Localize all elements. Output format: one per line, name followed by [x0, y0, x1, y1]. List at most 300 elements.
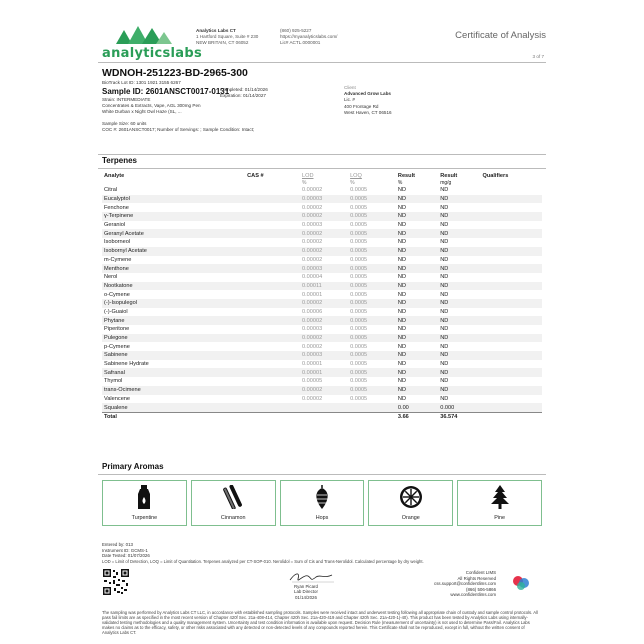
cas-cell — [245, 368, 300, 377]
loq-cell: 0.0005 — [350, 291, 368, 298]
analyte-cell: Isobornyl Acetate — [102, 247, 245, 256]
col-loq: LOQ — [350, 173, 362, 179]
result-mgg-cell: ND — [438, 316, 480, 325]
completed-date: Completed: 01/14/2026 — [220, 87, 268, 92]
result-pct-cell: ND — [397, 361, 406, 368]
result-pct-cell: ND — [397, 239, 406, 246]
qualifier-cell — [481, 282, 543, 291]
aroma-label: Orange — [401, 515, 420, 521]
result-mgg-cell: ND — [440, 343, 449, 350]
unit-cell: % — [397, 180, 403, 186]
result-mgg-cell: ND — [440, 256, 449, 263]
lims-info — [434, 570, 496, 598]
aroma-card-orange — [368, 480, 453, 526]
table-row — [102, 247, 542, 256]
loq-cell: 0.0005 — [350, 204, 368, 211]
col-analyte: Analyte — [104, 173, 125, 179]
aromas-row — [102, 480, 542, 526]
lab-address-2: NEW BRITAIN, CT 06052 — [196, 40, 249, 46]
lims-phone: (866) 506-5866 — [466, 586, 497, 592]
loq-cell: 0.0005 — [348, 368, 396, 377]
loq-cell: 0.0005 — [350, 395, 368, 402]
result-pct-cell: ND — [396, 247, 438, 256]
result-pct-cell: ND — [397, 378, 406, 385]
result-mgg-cell: ND — [438, 212, 480, 221]
analyte-cell: o-Cymene — [104, 291, 130, 298]
result-mgg-cell: ND — [438, 299, 480, 308]
table-row — [102, 386, 542, 395]
result-pct-cell: ND — [396, 368, 438, 377]
lod-legend: LOD = Limit of Detection, LOQ = Limit of Quantitation. Terpenes analyzed per CT-SOP-010. Nerolidol = Sum of Cis and Trans-Nerolidol. Calculated percentage by dry weight. — [102, 559, 424, 564]
lims-email[interactable]: css.support@confidentlims.com — [434, 581, 497, 587]
qualifier-cell — [481, 273, 543, 282]
col-result-pct: Result — [397, 173, 416, 179]
analyte-cell: Menthone — [102, 264, 245, 273]
cas-cell — [245, 351, 300, 360]
cas-cell — [245, 325, 300, 334]
logo-mountain-icon — [116, 26, 176, 44]
terpenes-divider — [98, 168, 546, 169]
analyte-cell: Safranal — [102, 368, 245, 377]
cas-cell — [245, 308, 300, 317]
lod-cell: 0.00002 — [300, 247, 348, 256]
aromas-title: Primary Aromas — [102, 462, 164, 471]
result-pct-cell: ND — [397, 256, 406, 263]
sample-size: Sample Size: 60 units — [102, 121, 147, 126]
lod-cell — [300, 403, 348, 412]
sample-id: Sample ID: 2601ANSCT0017-0131 — [102, 87, 230, 96]
client-label: Client — [344, 85, 356, 90]
loq-cell: 0.0005 — [350, 222, 368, 229]
lod-cell: 0.00003 — [300, 264, 348, 273]
lod-cell: 0.00002 — [301, 256, 323, 263]
logo-text: analyticslabs — [102, 46, 203, 61]
cas-cell — [245, 186, 300, 195]
qualifier-cell — [481, 403, 543, 412]
loq-cell — [348, 412, 396, 421]
hops-icon — [313, 485, 331, 509]
col-cas: CAS # — [247, 173, 264, 179]
lab-address-1: 1 Hartford Square, Suite # 230 — [196, 34, 259, 40]
table-row — [102, 256, 542, 265]
cas-cell — [245, 334, 300, 343]
result-pct-cell: ND — [396, 229, 438, 238]
sample-details — [102, 97, 254, 133]
col-result-mgg: Result — [440, 173, 458, 179]
result-mgg-cell: ND — [438, 264, 480, 273]
unit-cell: % — [301, 180, 307, 186]
loq-cell: 0.0005 — [348, 386, 396, 395]
result-pct-cell: ND — [397, 343, 406, 350]
cas-cell — [245, 203, 300, 212]
qualifier-cell — [481, 377, 543, 386]
lod-cell: 0.00003 — [300, 195, 348, 204]
analyte-cell: Valencene — [104, 395, 131, 402]
result-pct-cell: ND — [397, 308, 406, 315]
cas-cell — [245, 290, 300, 299]
lod-cell: 0.00001 — [301, 361, 323, 368]
result-mgg-cell: 0.000 — [438, 403, 480, 412]
analyte-cell: (-)-Guaiol — [104, 308, 128, 315]
qualifier-cell — [481, 308, 543, 317]
qualifier-cell — [481, 334, 543, 343]
result-pct-cell: ND — [397, 326, 406, 333]
table-row — [102, 368, 542, 377]
cas-cell — [245, 195, 300, 204]
result-pct-cell: ND — [396, 299, 438, 308]
result-mgg-cell: ND — [440, 274, 449, 281]
table-row — [102, 395, 542, 404]
col-lod: LOD — [301, 173, 314, 179]
result-mgg-cell: ND — [438, 351, 480, 360]
coa-page — [98, 22, 546, 636]
cas-cell — [245, 264, 300, 273]
result-pct-cell: ND — [396, 264, 438, 273]
qualifier-cell — [481, 386, 543, 395]
result-mgg-cell: ND — [440, 187, 449, 194]
turpentine-icon — [137, 485, 151, 509]
analyte-cell: (-)-Isopulegol — [102, 299, 245, 308]
table-row — [102, 360, 542, 369]
terpenes-title: Terpenes — [102, 156, 137, 165]
loq-cell: 0.0005 — [348, 229, 396, 238]
analyte-cell: Citral — [104, 187, 118, 194]
lod-cell: 0.00002 — [301, 395, 323, 402]
result-mgg-cell: ND — [440, 361, 449, 368]
qualifier-cell — [481, 186, 543, 195]
result-pct-cell: ND — [396, 316, 438, 325]
loq-cell: 0.0005 — [350, 361, 368, 368]
qualifier-cell — [481, 212, 543, 221]
lod-cell: 0.00003 — [300, 351, 348, 360]
cas-cell — [245, 316, 300, 325]
analyte-cell: Geraniol — [104, 222, 126, 229]
lab-license: Lic# ACTL.0000001 — [280, 40, 321, 46]
result-pct-cell: 0.00 — [396, 403, 438, 412]
analyte-cell: Sabinene Hydrate — [104, 361, 149, 368]
lod-cell: 0.00002 — [300, 229, 348, 238]
lod-cell: 0.00001 — [300, 368, 348, 377]
result-pct-cell: ND — [396, 334, 438, 343]
header-divider — [98, 62, 546, 63]
cas-cell — [245, 221, 300, 230]
cas-cell — [245, 273, 300, 282]
loq-cell — [348, 403, 396, 412]
total-pct: 3.66 — [396, 412, 438, 421]
loq-cell: 0.0005 — [350, 378, 368, 385]
date-tested: Date Tested: 01/07/2026 — [102, 553, 150, 559]
cas-cell — [245, 386, 300, 395]
batch-id: WDNOH-251223-BD-2965-300 — [102, 67, 248, 79]
lod-cell: 0.00002 — [300, 386, 348, 395]
loq-cell: 0.0005 — [348, 195, 396, 204]
result-pct-cell: ND — [396, 212, 438, 221]
qualifier-cell — [481, 256, 543, 265]
col-qualifiers: Qualifiers — [482, 173, 509, 179]
aroma-card-pine — [457, 480, 542, 526]
aroma-card-turpentine — [102, 480, 187, 526]
coc-info: COC #: 2601ANSCT0017; Number of Servings: ; Sample Condition: Intact; — [102, 127, 255, 132]
lod-cell: 0.00002 — [301, 187, 323, 194]
lims-name: Confident LIMS — [465, 570, 497, 575]
result-mgg-cell: ND — [438, 195, 480, 204]
lod-cell: 0.00003 — [301, 222, 323, 229]
result-mgg-cell: ND — [440, 378, 449, 385]
table-row — [102, 377, 542, 386]
lod-cell: 0.00001 — [301, 291, 323, 298]
total-row — [102, 412, 542, 421]
lod-cell: 0.00002 — [301, 343, 323, 350]
unit-cell: % — [350, 180, 355, 186]
cas-cell — [245, 412, 300, 421]
table-row — [102, 264, 542, 273]
lab-info — [196, 28, 258, 47]
loq-cell: 0.0005 — [348, 334, 396, 343]
lod-cell: 0.00002 — [301, 204, 323, 211]
client-address-2: West Haven, CT 06516 — [344, 109, 392, 115]
client-license: Lic. # — [344, 97, 355, 103]
result-mgg-cell: ND — [438, 334, 480, 343]
lims-website[interactable]: www.confidentlims.com — [450, 592, 497, 598]
analyte-cell: Sabinene — [102, 351, 245, 360]
table-row — [102, 325, 542, 334]
analyte-cell: Eucalyptol — [102, 195, 245, 204]
lod-cell: 0.00004 — [301, 274, 323, 281]
aroma-label: Pine — [494, 515, 505, 521]
table-row — [102, 212, 542, 221]
analyte-cell: Geranyl Acetate — [102, 229, 245, 238]
qualifier-cell — [481, 360, 543, 369]
table-row — [102, 342, 542, 351]
strain: Strain: INTERMEDIATE — [102, 97, 151, 102]
result-pct-cell: ND — [396, 351, 438, 360]
result-pct-cell: ND — [397, 204, 406, 211]
cas-cell — [245, 247, 300, 256]
pine-icon — [490, 485, 510, 509]
result-mgg-cell: ND — [440, 395, 449, 402]
table-row — [102, 282, 542, 291]
result-mgg-cell: ND — [440, 308, 449, 315]
result-mgg-cell: ND — [438, 247, 480, 256]
table-row — [102, 334, 542, 343]
qualifier-cell — [481, 325, 543, 334]
table-row — [102, 403, 542, 412]
loq-cell: 0.0005 — [350, 239, 368, 246]
sample-divider — [98, 154, 546, 155]
result-pct-cell: ND — [397, 291, 406, 298]
cas-cell — [245, 299, 300, 308]
loq-cell: 0.0005 — [348, 351, 396, 360]
lod-cell: 0.00002 — [300, 299, 348, 308]
lod-cell: 0.00011 — [300, 282, 348, 291]
qualifier-cell — [481, 290, 543, 299]
cas-cell — [245, 360, 300, 369]
table-row — [102, 229, 542, 238]
legal-disclaimer: The sampling was performed by Analytics Labs CT LLC, in accordance with established sampling protocols. Samples were received intact and underwent testing following all appropriate chain of custody and sample control protocols. All pass fail limits are as specified in the most recent version of Chapter 420f Sec. 21a-408-414, Chapter 420h Sec. 21a-420-419 and Chapter 420h Sec. 21a-420-1(-40). This product has been tested by Analytics Labs using internally-validated testing methodologies and a quality management system. Uncertainty and test condition information is available upon request. Decision Rule (measurement of uncertainty) is not used to determine Pass/Fail. Analytics Labs makes no claims as to the efficacy, safety, or other risks associated with any detected or non-detected levels of any compounds reported herein. This Certificate shall not be reproduced, except in full, without the written consent of Analytics Labs CT. — [102, 610, 538, 636]
confident-lims-logo-icon — [510, 574, 536, 594]
loq-cell: 0.0005 — [348, 316, 396, 325]
analyte-cell: p-Cymene — [104, 343, 130, 350]
table-row — [102, 308, 542, 317]
aroma-card-hops — [280, 480, 365, 526]
loq-cell: 0.0005 — [350, 256, 368, 263]
result-pct-cell: ND — [397, 187, 406, 194]
expiration-date: Expiration: 01/14/2027 — [220, 93, 266, 99]
signer-date: 01/14/2026 — [294, 594, 317, 600]
qr-code-icon[interactable] — [102, 568, 130, 596]
table-row — [102, 221, 542, 230]
table-row — [102, 273, 542, 282]
loq-cell: 0.0005 — [350, 326, 368, 333]
table-row — [102, 316, 542, 325]
table-row — [102, 290, 542, 299]
result-mgg-cell: ND — [440, 222, 449, 229]
loq-cell: 0.0005 — [350, 343, 368, 350]
loq-cell: 0.0005 — [348, 299, 396, 308]
lod-cell: 0.00002 — [300, 212, 348, 221]
qualifier-cell — [481, 264, 543, 273]
test-info — [102, 542, 150, 559]
unit-cell: mg/g — [440, 180, 452, 186]
qualifier-cell — [481, 247, 543, 256]
lims-rights: All Rights Reserved — [457, 575, 497, 581]
analyte-cell: γ-Terpinene — [102, 212, 245, 221]
aroma-label: Hops — [315, 515, 329, 521]
qualifier-cell — [481, 342, 543, 351]
product-name: White Durban x Night Owl Haze (SL, ... — [102, 109, 182, 114]
result-pct-cell: ND — [396, 282, 438, 291]
result-pct-cell: ND — [397, 395, 406, 402]
table-row — [102, 203, 542, 212]
qualifier-cell — [481, 203, 543, 212]
analyte-cell: Isoborneol — [104, 239, 131, 246]
cas-cell — [245, 395, 300, 404]
analyte-cell: Piperitone — [104, 326, 130, 333]
result-mgg-cell: ND — [438, 386, 480, 395]
qualifier-cell — [481, 395, 543, 404]
result-pct-cell: ND — [397, 222, 406, 229]
aroma-card-cinnamon — [191, 480, 276, 526]
aromas-divider — [98, 474, 546, 475]
instrument-id: Instrument ID: GCMS-1 — [102, 547, 148, 553]
loq-cell: 0.0005 — [350, 308, 368, 315]
analyte-cell: Fenchone — [104, 204, 129, 211]
result-mgg-cell: ND — [438, 282, 480, 291]
table-row — [102, 351, 542, 360]
total-label: Total — [102, 412, 245, 421]
product-type: Concentrates & Extracts, Vape, AGL 300mg Pen — [102, 103, 201, 108]
table-row — [102, 186, 542, 195]
loq-cell: 0.0005 — [348, 247, 396, 256]
cas-cell — [245, 229, 300, 238]
lod-cell: 0.00002 — [301, 239, 323, 246]
total-mgg: 36.574 — [438, 412, 480, 421]
result-pct-cell: ND — [396, 195, 438, 204]
loq-cell: 0.0005 — [348, 282, 396, 291]
terpenes-table — [102, 172, 542, 422]
orange-icon — [399, 485, 423, 509]
page-number: 3 of 7 — [532, 54, 544, 59]
lod-cell: 0.00005 — [301, 378, 323, 385]
lab-phone: (860) 925-5227 — [280, 28, 312, 33]
entered-by: Entered by: 013 — [102, 542, 134, 547]
client-block — [344, 85, 392, 116]
biotrack-id: BioTrack Lot ID: 1301 1921 3155 6267 — [102, 80, 181, 85]
signer-title: Lab Director — [294, 589, 318, 595]
qualifier-cell — [481, 229, 543, 238]
loq-cell: 0.0005 — [350, 187, 368, 194]
result-pct-cell: ND — [396, 386, 438, 395]
cinnamon-icon — [222, 485, 244, 509]
qualifier-cell — [481, 221, 543, 230]
lab-name: Analytics Labs CT — [196, 28, 236, 33]
analyte-cell: Nerol — [104, 274, 118, 281]
qualifier-cell — [481, 299, 543, 308]
analyte-cell: Pulegone — [102, 334, 245, 343]
signer-name: Ryan Picard — [294, 584, 318, 589]
qualifier-cell — [481, 412, 543, 421]
cas-cell — [245, 377, 300, 386]
result-mgg-cell: ND — [440, 326, 449, 333]
signer-block — [294, 584, 318, 600]
analyte-cell: Nootkatone — [102, 282, 245, 291]
lod-cell: 0.00002 — [300, 334, 348, 343]
signature-icon — [288, 570, 336, 584]
result-mgg-cell: ND — [438, 229, 480, 238]
lod-cell: 0.00003 — [301, 326, 323, 333]
document-title: Certificate of Analysis — [455, 30, 546, 41]
lod-cell: 0.00002 — [300, 316, 348, 325]
loq-cell: 0.0005 — [350, 274, 368, 281]
analyte-cell: m-Cymene — [104, 256, 132, 263]
aroma-label: Turpentine — [131, 515, 158, 521]
result-mgg-cell: ND — [438, 368, 480, 377]
cas-cell — [245, 282, 300, 291]
lod-cell — [300, 412, 348, 421]
lod-cell: 0.00006 — [301, 308, 323, 315]
analyte-cell: trans-Ocimene — [102, 386, 245, 395]
lab-website[interactable]: https://myanalyticslabs.com/ — [280, 34, 338, 40]
result-mgg-cell: ND — [440, 291, 449, 298]
result-pct-cell: ND — [397, 274, 406, 281]
qualifier-cell — [481, 238, 543, 247]
client-name: Advanced Grow Labs — [344, 91, 391, 97]
table-row — [102, 195, 542, 204]
analyte-cell: Thymol — [104, 378, 123, 385]
loq-cell: 0.0005 — [348, 212, 396, 221]
result-mgg-cell: ND — [440, 239, 449, 246]
loq-cell: 0.0005 — [348, 264, 396, 273]
analyte-cell: Phytane — [102, 316, 245, 325]
cas-cell — [245, 403, 300, 412]
terpenes-header-row — [102, 172, 542, 180]
lab-contact — [280, 28, 337, 47]
analyte-cell: Squalene — [102, 403, 245, 412]
cas-cell — [245, 342, 300, 351]
qualifier-cell — [481, 316, 543, 325]
table-row — [102, 238, 542, 247]
qualifier-cell — [481, 368, 543, 377]
result-mgg-cell: ND — [440, 204, 449, 211]
qualifier-cell — [481, 195, 543, 204]
aroma-label: Cinnamon — [220, 515, 246, 521]
client-address-1: 400 Frontage Rd — [344, 103, 379, 109]
cas-cell — [245, 238, 300, 247]
cas-cell — [245, 256, 300, 265]
qualifier-cell — [481, 351, 543, 360]
cas-cell — [245, 212, 300, 221]
table-row — [102, 299, 542, 308]
